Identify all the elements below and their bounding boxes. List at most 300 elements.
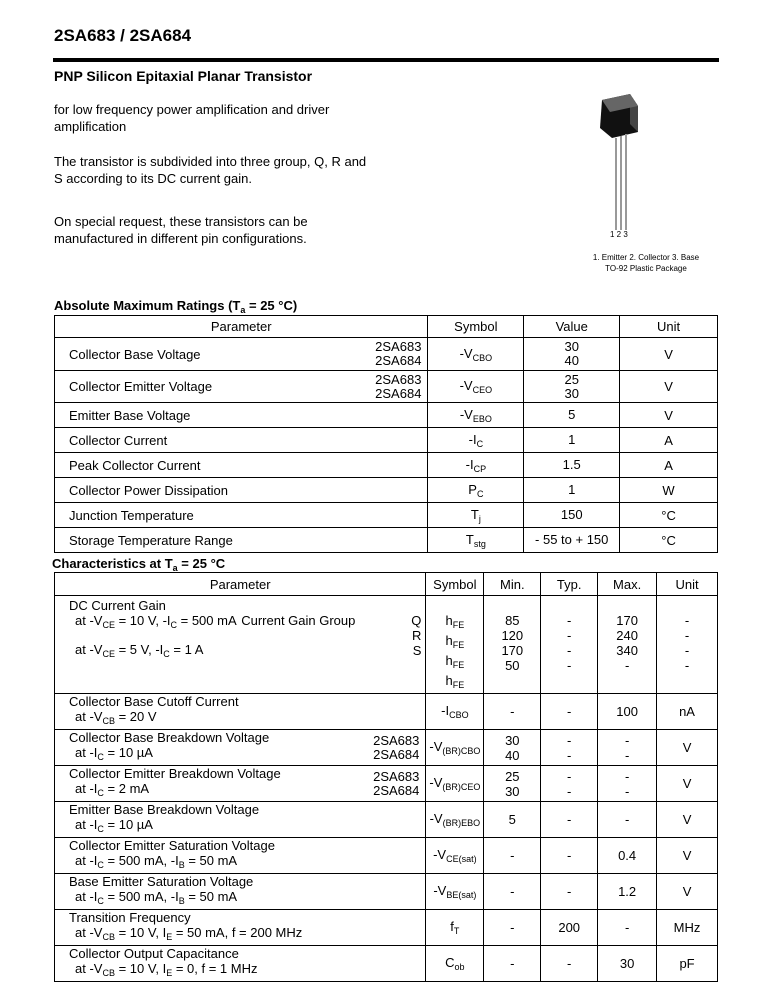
max-cell-value: - <box>624 747 630 763</box>
cond-part: at -I <box>75 745 98 760</box>
typ-cell-value: - <box>567 658 572 673</box>
min-cell <box>484 766 541 802</box>
typ-cell <box>541 910 598 946</box>
cond-part: = 50 mA <box>184 889 238 904</box>
cond-sub: CB <box>102 932 115 942</box>
max-cell <box>598 946 657 982</box>
characteristics-table <box>54 572 718 982</box>
symbol-text: f <box>450 919 454 934</box>
max-cell-value: 240 <box>616 628 638 643</box>
symbol-text: -V <box>429 775 443 790</box>
variant-list <box>373 770 419 798</box>
gain-group-label: Current Gain Group <box>241 613 356 628</box>
symbol-text: -I <box>441 703 450 718</box>
parameter-cell <box>55 946 426 982</box>
variant-label: 2SA683 <box>373 732 420 748</box>
parameter-name: Collector Power Dissipation <box>69 482 228 498</box>
table-row-dc-gain <box>55 596 718 694</box>
value-cell <box>524 503 620 528</box>
col-max: Max. <box>598 573 657 596</box>
table-row <box>55 910 718 946</box>
min-cell-value: 30 <box>505 783 520 799</box>
value-cell <box>524 403 620 428</box>
variant-list <box>375 340 421 368</box>
unit-cell <box>657 694 718 730</box>
condition-text <box>69 781 281 801</box>
typ-cell-value: - <box>567 747 572 763</box>
parameter-cell <box>55 338 428 371</box>
unit-cell <box>657 802 718 838</box>
unit: A <box>664 457 673 473</box>
cond-part: = 50 mA, f = 200 MHz <box>172 925 303 940</box>
parameter-name: Collector Base Voltage <box>69 346 201 362</box>
symbol-subscript: C <box>476 438 484 449</box>
symbol-cell <box>428 371 524 403</box>
parameter-name: Collector Base Breakdown Voltage <box>69 730 270 745</box>
cond-part: = 10 V, I <box>114 925 167 940</box>
title-rule <box>53 58 719 62</box>
unit-cell <box>620 371 718 403</box>
min-cell-value: 30 <box>505 732 520 748</box>
cond-part: at -I <box>75 781 98 796</box>
parameter-cell <box>55 874 426 910</box>
cond-part: at -V <box>75 961 103 976</box>
typ-cell <box>541 766 598 802</box>
symbol-text: -V <box>429 811 443 826</box>
cond-part: = 10 V, -I <box>114 613 171 628</box>
symbol-subscript: CBO <box>449 710 469 720</box>
typ-cell-value: - <box>567 848 572 863</box>
parameter-cell <box>55 730 426 766</box>
typ-cell-value: - <box>567 643 572 658</box>
value: 1.5 <box>562 457 581 472</box>
pins-caption: 1. Emitter 2. Collector 3. Base <box>592 253 700 262</box>
parameter-name: Base Emitter Saturation Voltage <box>69 874 254 889</box>
table-row <box>55 528 718 553</box>
cond-part: = 2 mA <box>103 781 150 796</box>
typ-cell-value: - <box>567 732 572 748</box>
min-cell <box>484 694 541 730</box>
symbol-subscript: (BR)CEO <box>442 782 481 792</box>
symbol-subscript: CP <box>473 463 487 474</box>
document-subtitle: PNP Silicon Epitaxial Planar Transistor <box>54 68 313 84</box>
symbol-text: P <box>468 481 477 497</box>
value: 1 <box>568 432 576 447</box>
max-cell-value: - <box>624 768 630 784</box>
symbol-cell <box>426 802 484 838</box>
cond-sub: C <box>170 620 178 630</box>
table-row <box>55 478 718 503</box>
cond-part: at -V <box>75 613 103 628</box>
cond-part: at -V <box>75 925 103 940</box>
document-title: 2SA683 / 2SA684 <box>54 26 192 45</box>
value-cell <box>524 453 620 478</box>
unit-cell-value: - <box>684 658 690 673</box>
max-cell <box>598 910 657 946</box>
col-parameter: Parameter <box>55 573 426 596</box>
symbol-subscript: CEO <box>472 385 493 395</box>
min-cell-value: - <box>510 704 515 719</box>
parameter-name: Collector Current <box>69 432 168 448</box>
typ-cell-value: - <box>567 884 572 899</box>
cond-part: = 10 µA <box>103 817 153 832</box>
col-symbol: Symbol <box>426 573 484 596</box>
min-cell <box>484 946 541 982</box>
symbol-text: -V <box>433 883 447 898</box>
unit-cell <box>620 478 718 503</box>
variant-label: 2SA683 <box>375 339 422 354</box>
max-cell-value: 340 <box>616 643 638 658</box>
cond-part: at -V <box>75 709 103 724</box>
unit-cell <box>657 838 718 874</box>
max-cell-value: - <box>624 812 630 827</box>
typ-cell <box>541 946 598 982</box>
symbol-text: h <box>445 673 453 688</box>
symbol-cell <box>426 838 484 874</box>
symbol-subscript: FE <box>452 640 465 650</box>
typ-cell <box>541 730 598 766</box>
max-cell-value: - <box>624 732 630 748</box>
unit-cell <box>620 453 718 478</box>
symbol-text: C <box>445 955 455 970</box>
symbol-text: -V <box>459 406 473 422</box>
max-cell-value: 1.2 <box>618 884 637 899</box>
unit-cell <box>657 730 718 766</box>
col-parameter: Parameter <box>55 316 428 338</box>
table-row <box>55 403 718 428</box>
symbol-subscript: FE <box>452 660 465 670</box>
typ-cell <box>541 838 598 874</box>
gain-group-letter: R <box>411 628 422 643</box>
cond-sub: B <box>178 860 185 870</box>
symbol-text: T <box>470 506 479 522</box>
table-row <box>55 503 718 528</box>
min-cell <box>484 838 541 874</box>
unit-cell-value: - <box>684 628 690 643</box>
cond-sub: C <box>97 788 104 798</box>
unit-cell <box>657 874 718 910</box>
cond-sub: CE <box>102 649 115 659</box>
condition-text <box>69 961 257 981</box>
symbol-text: -V <box>429 739 443 754</box>
min-cell-value: 40 <box>505 747 520 763</box>
parameter-name: Collector Emitter Breakdown Voltage <box>69 766 281 781</box>
min-cell-value: 50 <box>505 658 520 673</box>
symbol-cell <box>426 874 484 910</box>
symbol-cell <box>426 596 484 694</box>
max-cell <box>598 766 657 802</box>
variant-list <box>373 734 419 762</box>
unit-cell <box>620 428 718 453</box>
cond-part: = 5 V, -I <box>114 642 164 657</box>
typ-cell <box>541 802 598 838</box>
typ-cell-value: - <box>567 768 572 784</box>
typ-cell <box>541 596 598 694</box>
col-unit: Unit <box>657 573 718 596</box>
cond-part: = 0, f = 1 MHz <box>172 961 258 976</box>
symbol-subscript: BE(sat) <box>446 890 477 900</box>
value: 150 <box>560 507 583 522</box>
typ-cell-value: 200 <box>558 920 581 935</box>
unit: nA <box>679 704 695 719</box>
parameter-name: Collector Emitter Voltage <box>69 379 213 394</box>
cond-sub: E <box>166 932 173 942</box>
condition-text <box>69 925 302 945</box>
symbol-text: -V <box>459 345 473 361</box>
value-cell <box>524 478 620 503</box>
parameter-cell <box>55 428 428 453</box>
cond-sub: CB <box>102 968 115 978</box>
max-cell <box>598 802 657 838</box>
unit: V <box>682 740 692 755</box>
cond-part: at -I <box>75 889 98 904</box>
value: 1 <box>568 482 576 497</box>
parameter-name: Peak Collector Current <box>69 457 201 473</box>
unit: V <box>682 848 692 863</box>
symbol-cell <box>428 403 524 428</box>
max-cell <box>598 596 657 694</box>
variant-label: 2SA684 <box>373 746 420 762</box>
cond-sub: C <box>163 649 170 659</box>
characteristics-heading: Characteristics at $T_a = 25$ °C <box>52 556 226 573</box>
cond-part: = 1 A <box>169 642 204 657</box>
table-row <box>55 428 718 453</box>
value: 5 <box>568 407 576 422</box>
to92-package-icon <box>590 92 650 242</box>
table-row <box>55 371 718 403</box>
table-row <box>55 766 718 802</box>
typ-cell <box>541 874 598 910</box>
min-cell-value: 120 <box>501 628 524 643</box>
unit-cell <box>657 910 718 946</box>
cond-part: = 10 µA <box>103 745 153 760</box>
cond-part: = 20 V <box>114 709 157 724</box>
cond-part: at -V <box>75 642 103 657</box>
max-cell-value: - <box>624 658 630 673</box>
intro-paragraph-3: On special request, these transistors can be manufactured in different pin configurations. <box>54 214 308 246</box>
symbol-subscript: j <box>478 513 481 524</box>
parameter-name: Storage Temperature Range <box>69 532 233 548</box>
parameter-cell <box>55 403 428 428</box>
symbol-cell <box>426 730 484 766</box>
typ-cell-value: - <box>567 704 572 719</box>
table-row <box>55 694 718 730</box>
max-cell <box>598 730 657 766</box>
parameter-cell <box>55 694 426 730</box>
symbol-cell <box>428 428 524 453</box>
min-cell <box>484 730 541 766</box>
col-typ: Typ. <box>541 573 598 596</box>
unit-cell <box>620 503 718 528</box>
table-row <box>55 946 718 982</box>
cond-sub: B <box>178 896 185 906</box>
typ-cell-value: - <box>567 628 572 643</box>
symbol-cell <box>426 694 484 730</box>
value-cell <box>524 371 620 403</box>
unit: W <box>662 482 675 498</box>
unit-cell <box>657 766 718 802</box>
min-cell-value: - <box>510 956 515 971</box>
cond-part: = 500 mA <box>177 613 237 628</box>
table-row <box>55 338 718 371</box>
max-cell-value: 100 <box>616 704 638 719</box>
unit-cell <box>620 338 718 371</box>
cond-part: at -I <box>75 853 98 868</box>
value: - 55 to + 150 <box>535 532 609 547</box>
symbol-text: -V <box>433 847 447 862</box>
unit-cell <box>620 528 718 553</box>
value: 30 <box>564 339 579 354</box>
symbol-cell <box>428 478 524 503</box>
parameter-name: Emitter Base Breakdown Voltage <box>69 802 260 817</box>
abs-max-table <box>54 315 718 553</box>
col-min: Min. <box>484 573 541 596</box>
max-cell-value: 30 <box>619 956 635 971</box>
unit: pF <box>679 956 695 971</box>
symbol-subscript: EBO <box>472 413 492 424</box>
max-cell-value: 170 <box>616 613 638 628</box>
unit-cell-value: - <box>684 613 690 628</box>
parameter-cell <box>55 371 428 403</box>
unit-cell <box>620 403 718 428</box>
gain-group-letter: Q <box>411 613 422 628</box>
abs-max-heading: Absolute Maximum Ratings ($T_a = 25$ °C) <box>54 298 298 315</box>
variant-list <box>375 373 421 401</box>
min-cell-value: 170 <box>501 643 524 658</box>
max-cell <box>598 874 657 910</box>
symbol-text: h <box>445 613 453 628</box>
symbol-cell <box>426 946 484 982</box>
symbol-subscript: (BR)EBO <box>442 818 481 828</box>
variant-label: 2SA684 <box>373 782 420 798</box>
condition-text <box>69 709 239 729</box>
condition-text <box>69 817 259 837</box>
intro-paragraph-1: for low frequency power amplification and driver amplification <box>54 102 330 134</box>
cond-part: = 500 mA, -I <box>103 853 179 868</box>
min-cell-value: - <box>510 920 515 935</box>
min-cell <box>484 910 541 946</box>
symbol-cell <box>428 453 524 478</box>
parameter-name: Junction Temperature <box>69 507 194 523</box>
symbol-subscript: (BR)CBO <box>442 746 481 756</box>
gain-group-letter: S <box>412 643 422 658</box>
unit: V <box>682 812 692 827</box>
cond-sub: C <box>97 752 104 762</box>
max-cell-value: 0.4 <box>618 848 637 863</box>
unit: V <box>664 346 673 362</box>
unit: °C <box>661 507 676 523</box>
parameter-cell <box>55 503 428 528</box>
unit: V <box>664 407 673 423</box>
table-row <box>55 730 718 766</box>
parameter-cell <box>55 838 426 874</box>
col-unit: Unit <box>620 316 718 338</box>
parameter-cell <box>55 596 426 694</box>
unit: V <box>664 379 673 394</box>
cond-part: = 500 mA, -I <box>103 889 179 904</box>
cond-part: = 50 mA <box>184 853 238 868</box>
unit: V <box>682 776 692 791</box>
typ-cell-value: - <box>567 613 572 628</box>
typ-cell-value: - <box>567 956 572 971</box>
cond-sub: CE <box>102 620 115 630</box>
value-cell <box>524 528 620 553</box>
min-cell-value: 25 <box>505 768 520 784</box>
symbol-cell <box>426 910 484 946</box>
cond-sub: C <box>97 824 104 834</box>
parameter-name: Emitter Base Voltage <box>69 407 191 423</box>
cond-sub: CB <box>102 716 115 726</box>
min-cell <box>484 802 541 838</box>
cond-part: at -I <box>75 817 98 832</box>
symbol-subscript: stg <box>473 538 486 549</box>
condition-text <box>69 853 275 873</box>
symbol-cell <box>426 766 484 802</box>
symbol-cell <box>428 338 524 371</box>
variant-label: 2SA684 <box>375 385 422 401</box>
table-row <box>55 874 718 910</box>
symbol-text: -V <box>459 378 473 393</box>
parameter-name: Collector Output Capacitance <box>69 946 239 961</box>
symbol-cell <box>428 503 524 528</box>
unit-cell-value: - <box>684 643 690 658</box>
symbol-text: -I <box>468 431 477 447</box>
typ-cell-value: - <box>567 812 572 827</box>
min-cell <box>484 596 541 694</box>
variant-label: 2SA683 <box>375 371 422 387</box>
variant-label: 2SA683 <box>373 768 420 784</box>
min-cell-value: 85 <box>505 613 520 628</box>
min-cell-value: - <box>510 884 515 899</box>
value: 30 <box>564 385 579 401</box>
table-row <box>55 453 718 478</box>
parameter-cell <box>55 453 428 478</box>
symbol-subscript: FE <box>452 680 465 690</box>
cond-sub: C <box>97 860 104 870</box>
unit: MHz <box>673 920 701 935</box>
parameter-name: Transition Frequency <box>69 910 191 925</box>
typ-cell-value: - <box>567 783 572 799</box>
parameter-name: Collector Base Cutoff Current <box>69 694 239 709</box>
unit: °C <box>661 532 676 548</box>
min-cell <box>484 874 541 910</box>
col-symbol: Symbol <box>428 316 524 338</box>
symbol-subscript: T <box>453 926 460 936</box>
symbol-subscript: C <box>476 488 484 499</box>
symbol-subscript: FE <box>452 620 465 630</box>
parameter-name: Collector Emitter Saturation Voltage <box>69 838 275 853</box>
gain-group-list <box>409 613 421 658</box>
symbol-subscript: ob <box>454 962 465 972</box>
unit: A <box>664 432 673 448</box>
symbol-text: T <box>465 531 474 547</box>
pin-numbers: 1 2 3 <box>610 230 628 239</box>
unit-cell <box>657 946 718 982</box>
max-cell <box>598 838 657 874</box>
parameter-cell <box>55 528 428 553</box>
symbol-cell <box>428 528 524 553</box>
value-cell <box>524 338 620 371</box>
table-row <box>55 838 718 874</box>
unit: V <box>682 884 692 899</box>
parameter-cell <box>55 766 426 802</box>
parameter-cell <box>55 910 426 946</box>
min-cell-value: 5 <box>508 812 516 827</box>
unit-cell <box>657 596 718 694</box>
parameter-cell <box>55 478 428 503</box>
value: 25 <box>564 371 579 387</box>
parameter-name: DC Current Gain <box>69 598 166 613</box>
